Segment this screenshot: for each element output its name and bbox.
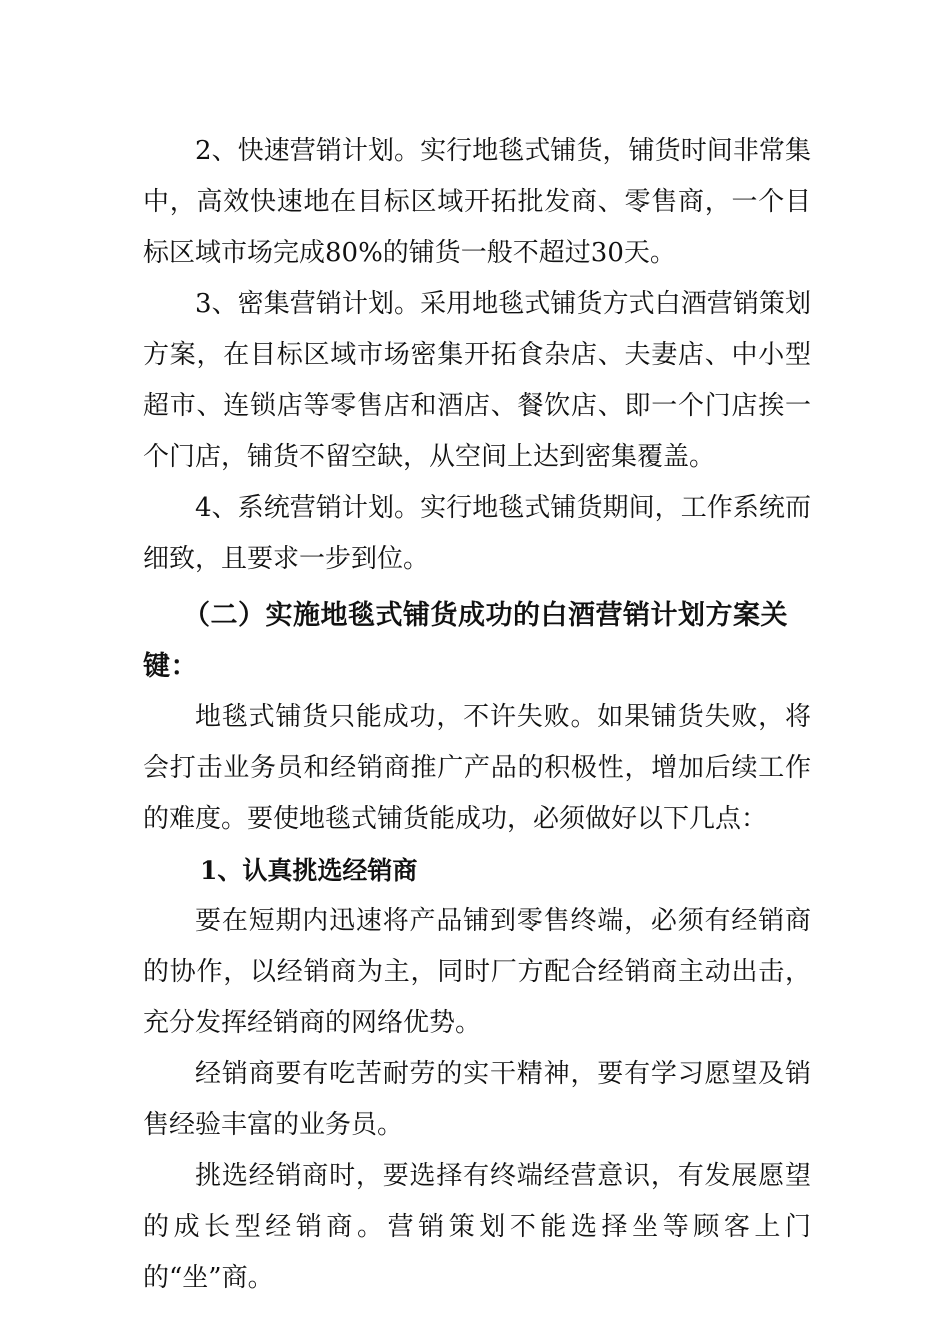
paragraph-fast-marketing: 2、快速营销计划。实行地毯式铺货，铺货时间非常集中，高效快速地在目标区域开拓批发商、零售商，一个目标区域市场完成80%的铺货一般不超过30天。 [143,136,811,268]
paragraph-dense-marketing: 3、密集营销计划。采用地毯式铺货方式白酒营销策划方案，在目标区域市场密集开拓食杂店、夫妻店、中小型超市、连锁店等零售店和酒店、餐饮店、即一个门店挨一个门店，铺货不留空缺，从空间上达到密集覆盖。 [143,289,811,472]
paragraph-system-marketing: 4、系统营销计划。实行地毯式铺货期间，工作系统而细致，且要求一步到位。 [143,493,811,574]
section-heading: （二）实施地毯式铺货成功的白酒营销计划方案关键： [143,600,788,682]
paragraph-distributor-cooperation: 要在短期内迅速将产品铺到零售终端，必须有经销商的协作，以经销商为主，同时厂方配合经销商主动出击，充分发挥经销商的网络优势。 [143,906,811,1038]
document-body [143,126,811,1304]
paragraph-distributor-staff: 经销商要有吃苦耐劳的实干精神，要有学习愿望及销售经验丰富的业务员。 [143,1059,811,1140]
paragraph-distributor-choice: 挑选经销商时，要选择有终端经营意识，有发展愿望的成长型经销商。营销策划不能选择坐等顾客上门的“坐”商。 [143,1161,811,1293]
paragraph-success-intro: 地毯式铺货只能成功，不许失败。如果铺货失败，将会打击业务员和经销商推广产品的积极性，增加后续工作的难度。要使地毯式铺货能成功，必须做好以下几点： [143,702,811,834]
subheading-select-distributor: 1、认真挑选经销商 [200,856,418,885]
